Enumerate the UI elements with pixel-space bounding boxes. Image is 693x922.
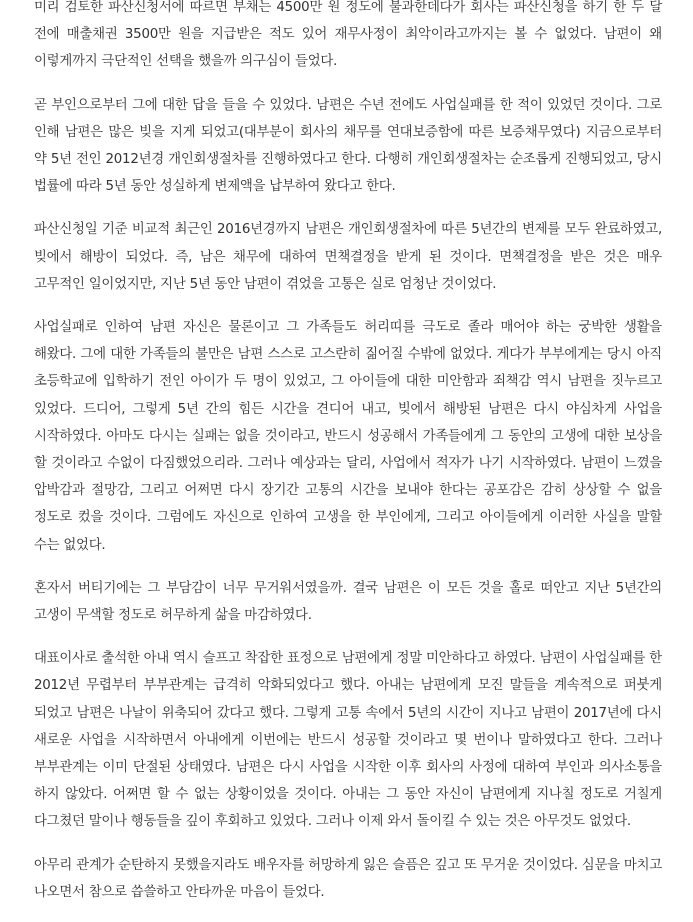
paragraph-6: 대표이사로 출석한 아내 역시 슬프고 착잡한 표정으로 남편에게 정말 미안하다고 하였다. 남편이 사업실패를 한 2012년 무렵부터 부부관계는 급격히 악화되었다고 했다. 아내는 남편에게 모진 말들을 계속적으로 퍼붓게 되었고 남편은 나날이 위축되어 갔다고 했다. 그렇게 고통 속에서 5년의 시간이 지나고 남편이 2017년에 다시 새로운 사업을 시작하면서 아내에게 이번에는 반드시 성공할 것이라고 몇 번이나 말하였다고 한다. 그러나 부부관계는 이미 단절된 상태였다. 남편은 다시 사업을 시작한 이후 회사의 사정에 대하여 부인과 의사소통을 하지 않았다. 어쩌면 할 수 없는 상황이었을 것이다. 아내는 그 동안 자신이 남편에게 지나칠 정도로 거칠게 다그쳤던 말이나 행동들을 깊이 후회하고 있었다. 그러나 이제 와서 돌이킬 수 있는 것은 아무것도 없었다. <box>34 651 662 830</box>
article-body <box>34 0 662 922</box>
paragraph-4: 사업실패로 인하여 남편 자신은 물론이고 그 가족들도 허리띠를 극도로 졸라 매어야 하는 궁박한 생활을 해왔다. 그에 대한 가족들의 불만은 남편 스스로 고스란히 짊어질 수밖에 없었다. 게다가 부부에게는 당시 아직 초등학교에 입학하기 전인 아이가 두 명이 있었고, 그 아이들에 대한 미안함과 죄책감 역시 남편을 짓누르고 있었다. 드디어, 그렇게 5년 간의 힘든 시간을 견디어 내고, 빚에서 해방된 남편은 다시 야심차게 사업을 시작하였다. 아마도 다시는 실패는 없을 것이라고, 반드시 성공해서 가족들에게 그 동안의 고생에 대한 보상을 할 것이라고 수없이 다짐했었으리라. 그러나 예상과는 달리, 사업에서 적자가 나기 시작하였다. 남편이 느꼈을 압박감과 절망감, 그리고 어쩌면 다시 장기간 고통의 시간을 보내야 한다는 공포감은 감히 상상할 수 없을 정도로 컸을 것이다. 그럼에도 자신으로 인하여 고생을 한 부인에게, 그리고 아이들에게 이러한 사실을 말할 수는 없었다. <box>34 320 662 553</box>
paragraph-3: 파산신청일 기준 비교적 최근인 2016년경까지 남편은 개인회생절차에 따른 5년간의 변제를 모두 완료하였고, 빚에서 해방이 되었다. 즉, 남은 채무에 대하여 면책결정을 받게 된 것이다. 면책결정을 받은 것은 매우 고무적인 일이었지만, 지난 5년 동안 남편이 겪었을 고통은 실로 엄청난 것이었다. <box>34 222 662 292</box>
paragraph-5: 혼자서 버티기에는 그 부담감이 너무 무거워서였을까. 결국 남편은 이 모든 것을 홀로 떠안고 지난 5년간의 고생이 무색할 정도로 허무하게 삶을 마감하였다. <box>34 580 662 624</box>
paragraph-7: 아무리 관계가 순탄하지 못했을지라도 배우자를 허망하게 잃은 슬픔은 깊고 또 무거운 것이었다. 심문을 마치고 나오면서 참으로 씁쓸하고 안타까운 마음이 들었다. <box>34 857 662 900</box>
paragraph-2: 곧 부인으로부터 그에 대한 답을 들을 수 있었다. 남편은 수년 전에도 사업실패를 한 적이 있었던 것이다. 그로 인해 남편은 많은 빚을 지게 되었고(대부분이 회사의 채무를 연대보증함에 따른 보증채무였다) 지금으로부터 약 5년 전인 2012년경 개인회생절차를 진행하였다고 한다. 다행히 개인회생절차는 순조롭게 진행되었고, 당시 법률에 따라 5년 동안 성실하게 변제액을 납부하여 왔다고 한다. <box>34 97 662 195</box>
paragraph-1: 미리 검토한 파산신청서에 따르면 부채는 4500만 원 정도에 불과한데다가 회사는 파산신청을 하기 한 두 달 전에 매출채권 3500만 원을 지급받은 적도 있어 재무사정이 최악이라고까지는 볼 수 없었다. 남편이 왜 이렇게까지 극단적인 선택을 했을까 의구심이 들었다. <box>34 0 662 70</box>
